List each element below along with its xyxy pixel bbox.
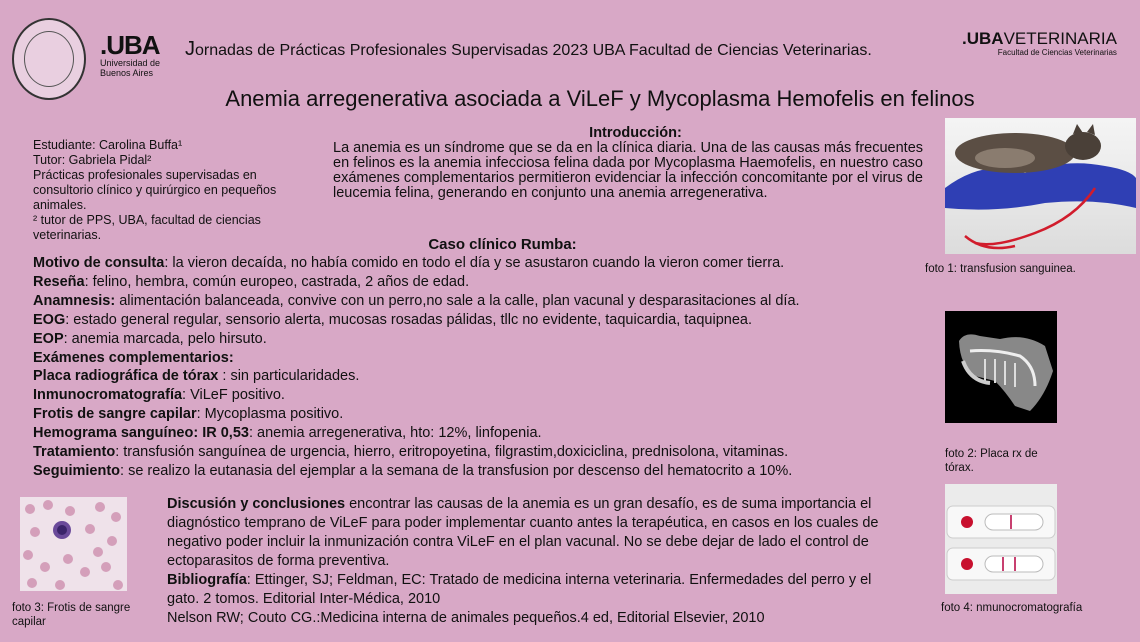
uba-logo-sub2: Buenos Aires (100, 68, 154, 78)
photo-immunochromatography (945, 484, 1057, 594)
uba-veterinaria-logo (962, 30, 1117, 58)
student-line: Estudiante: Carolina Buffa¹ (33, 138, 183, 152)
case-item: Exámenes complementarios: (33, 349, 234, 366)
jornadas-rest: ornadas de Prácticas Profesionales Supervisadas 2023 UBA Facultad de Ciencias Veterinarias. (195, 42, 872, 59)
introduction-text: La anemia es un síndrome que se da en la clínica diaria. Una de las causas más frecuentes en felinos es la anemia infecciosa felina dada por Mycoplasma Haemofelis, en nuestro caso exámenes complementarios permitieron evidenciar la infección concomitante por el virus de leucemia felina, generando en conjunto una anemia arregenerativa. (333, 140, 924, 201)
case-item: EOG: estado general regular, sensorio alerta, mucosas rosadas pálidas, tllc no evidente, taquicardia, taquipnea. (33, 311, 752, 328)
tutor-line: Tutor: Gabriela Pidal² (33, 153, 152, 167)
caption-foto2: foto 2: Placa rx de tórax. (945, 448, 1038, 474)
photo-blood-smear (20, 497, 127, 591)
uba-logo-main: .UBA (100, 30, 160, 60)
poster-title: Anemia arregenerativa asociada a ViLeF y Mycoplasma Hemofelis en felinos (225, 86, 975, 111)
bibliography-item-1: : Ettinger, SJ; Feldman, EC: Tratado de medicina interna veterinaria. Enfermedades del perro y el gato. 2 tomos. Editorial Inter-Médica, 2010 (167, 572, 872, 607)
uba-logo (100, 32, 160, 78)
case-item: Tratamiento: transfusión sanguínea de urgencia, hierro, eritropoyetina, filgrastim,doxiciclina, prednisolona, vitaminas. (33, 444, 789, 461)
student-info (33, 138, 318, 243)
case-section (33, 254, 913, 481)
tutor-note-line: ² tutor de PPS, UBA, facultad de ciencias veterinarias. (33, 213, 261, 242)
case-item: Anamnesis: alimentación balanceada, convive con un perro,no sale a la calle, plan vacunal y desparasitaciones al día. (33, 292, 800, 309)
vet-logo-rest: VETERINARIA (1003, 29, 1117, 48)
discussion-label: Discusión y conclusiones (167, 496, 346, 512)
case-item: Motivo de consulta: la vieron decaída, no había comido en todo el día y se asustaron cuando la vieron comer tierra. (33, 255, 785, 271)
case-item: Seguimiento: se realizo la eutanasia del ejemplar a la semana de la transfusion por descenso del hematocrito a 10%. (33, 462, 793, 479)
caption-foto3: foto 3: Frotis de sangre capilar (12, 602, 131, 628)
case-item: Hemograma sanguíneo: IR 0,53: anemia arregenerativa, hto: 12%, linfopenia. (33, 425, 542, 442)
bibliography-item-2: Nelson RW; Couto CG.:Medicina interna de animales pequeños.4 ed, Editorial Elsevier, 2010 (167, 610, 765, 626)
caption-foto1: foto 1: transfusion sanguinea. (925, 263, 1076, 275)
introduction-section (333, 126, 938, 201)
case-item: Inmunocromatografía: ViLeF positivo. (33, 387, 285, 404)
introduction-heading: Introducción: (589, 125, 682, 141)
caption-foto4: foto 4: nmunocromatografía (941, 602, 1083, 614)
jornadas-first-letter: J (185, 38, 195, 60)
discussion-text: encontrar las causas de la anemia es un gran desafío, es de suma importancia el diagnóstico temprano de ViLeF para poder implementar cuanto antes la terapéutica, en casos en los cuales de negativo poder incluir la inmunización contra ViLeF en el plan vacunal. No se debe dejar de lado el control de ectoparasitos de forma preventiva. (167, 496, 879, 569)
discussion-section (167, 495, 887, 628)
vet-logo-bold: .UBA (962, 29, 1004, 48)
photo-transfusion (945, 118, 1136, 254)
case-item: Reseña: felino, hembra, común europeo, castrada, 2 años de edad. (33, 273, 470, 290)
uba-logo-sub1: Universidad de (100, 58, 161, 68)
case-item: Frotis de sangre capilar: Mycoplasma positivo. (33, 406, 344, 423)
vet-logo-sub: Facultad de Ciencias Veterinarias (997, 48, 1117, 57)
case-heading: Caso clínico Rumba: (428, 236, 577, 253)
case-item: EOP: anemia marcada, pelo hirsuto. (33, 330, 267, 347)
photo-xray (945, 311, 1057, 423)
case-item: Placa radiográfica de tórax : sin particularidades. (33, 368, 360, 385)
jornadas-header (185, 38, 872, 61)
bibliography-label: Bibliografía (167, 572, 247, 588)
practice-line: Prácticas profesionales supervisadas en consultorio clínico y quirúrgico en pequeños animales. (33, 168, 277, 212)
